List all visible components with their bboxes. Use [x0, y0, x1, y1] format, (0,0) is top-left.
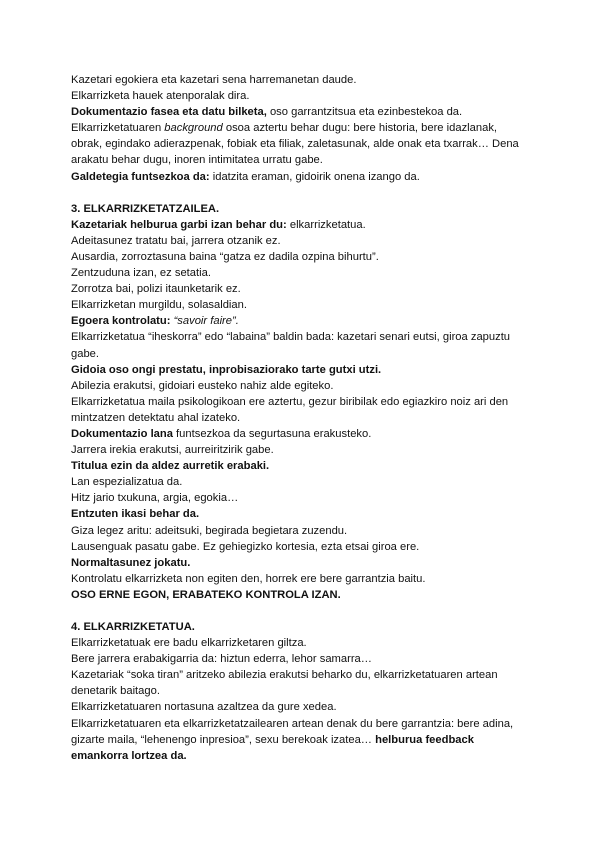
document-body: [71, 72, 531, 764]
questionnaire-paragraph: [71, 169, 531, 185]
background-prefix: Elkarrizketatuaren: [71, 122, 165, 135]
s4-line-5-bold: helburua feedback emankorra lortzea da.: [71, 733, 474, 762]
s4-line-3: Kazetariak “soka tiran” aritzeko abilezia erakutsi beharko du, elkarrizketatuaren artean denetarik baitago.: [71, 669, 498, 698]
documentation-work-bold: Dokumentazio lana: [71, 427, 173, 440]
section-4-heading: 4. ELKARRIZKETATUA.: [71, 621, 195, 633]
s3-line-10: Lan espezializatua da.: [71, 476, 183, 489]
closing-bold: OSO ERNE EGON, ERABATEKO KONTROLA IZAN.: [71, 588, 341, 601]
spacer: [71, 185, 531, 201]
s4-line-5: [71, 716, 531, 764]
title-bold: Titulua ezin da aldez aurretik erabaki.: [71, 460, 270, 473]
goal-bold: Kazetariak helburua garbi izan behar du:: [71, 218, 287, 231]
questionnaire-bold: Galdetegia funtsezkoa da:: [71, 170, 210, 183]
s3-line-5: Elkarrizketan murgildu, solasaldian.: [71, 299, 247, 312]
s3-line-2: Ausardia, zorroztasuna baina “gatza ez dadila ozpina bihurtu”.: [71, 250, 379, 263]
control-italic: “savoir faire”.: [173, 315, 239, 328]
normal-bold: Normaltasunez jokatu.: [71, 556, 191, 569]
intro-line-2: Elkarrizketa hauek atenporalak dira.: [71, 90, 250, 103]
s3-line-14: Kontrolatu elkarrizketa non egiten den, horrek ere bere garrantzia baitu.: [71, 572, 426, 585]
s4-line-2: Bere jarrera erabakigarria da: hiztun ederra, lehor samarra…: [71, 653, 372, 666]
goal-paragraph: [71, 217, 531, 233]
s3-line-11: Hitz jario txukuna, argia, egokia…: [71, 492, 239, 505]
background-paragraph: [71, 120, 531, 168]
documentation-bold: Dokumentazio fasea eta datu bilketa,: [71, 106, 267, 119]
documentation-work-paragraph: [71, 426, 531, 442]
s3-line-9: Jarrera irekia erakutsi, aurreiritzirik gabe.: [71, 444, 274, 457]
background-text: osoa aztertu behar dugu: bere historia, bere idazlanak, obrak, egindako adierazpenak, fobiak eta filiak, zaletasunak, alde onak eta txarrak… Dena arakatu behar dugu, inoren intimitatea urratu gabe.: [71, 122, 519, 167]
documentation-text: oso garrantzitsua eta ezinbestekoa da.: [266, 106, 463, 119]
s3-line-6: Elkarrizketatua “iheskorra” edo “labaina” baldin bada: kazetari senari eutsi, giroa zapuztu gabe.: [71, 331, 511, 360]
intro-line-1: Kazetari egokiera eta kazetari sena harremanetan daude.: [71, 74, 357, 86]
questionnaire-text: idatzita eraman, gidoirik onena izango da.: [209, 170, 420, 183]
spacer: [71, 603, 531, 619]
documentation-work-text: funtsezkoa da segurtasuna erakusteko.: [172, 427, 372, 440]
goal-text: elkarrizketatua.: [286, 218, 366, 231]
s3-line-3: Zentzuduna izan, ez setatia.: [71, 267, 211, 280]
s4-line-4: Elkarrizketatuaren nortasuna azaltzea da gure xedea.: [71, 701, 337, 714]
s3-line-4: Zorrotza bai, polizi itaunketarik ez.: [71, 283, 241, 296]
background-italic: background: [164, 122, 223, 135]
s3-line-8: Elkarrizketatua maila psikologikoan ere aztertu, gezur biribilak edo egiazkiro noiz ari den mintzatzen detektatu ahal izateko.: [71, 395, 509, 424]
s4-line-1: Elkarrizketatuak ere badu elkarrizketaren giltza.: [71, 637, 307, 650]
preparation-bold: Gidoia oso ongi prestatu, inprobisaziorako tarte gutxi utzi.: [71, 363, 382, 376]
documentation-paragraph: [71, 104, 531, 120]
section-3-heading: 3. ELKARRIZKETATZAILEA.: [71, 202, 220, 215]
s3-line-13: Lausenguak pasatu gabe. Ez gehiegizko kortesia, ezta etsai giroa ere.: [71, 540, 420, 553]
s3-line-12: Giza legez aritu: adeitsuki, begirada begietara zuzendu.: [71, 524, 348, 537]
s4-line-5-text: Elkarrizketatuaren eta elkarrizketatzailearen artean denak du bere garrantzia: bere adina, gizarte maila, “lehenengo inpresioa”, sexu berekoak izatea…: [71, 717, 514, 746]
s3-line-7: Abilezia erakutsi, gidoiari eusteko nahiz alde egiteko.: [71, 379, 334, 392]
control-bold: Egoera kontrolatu:: [71, 315, 171, 328]
s3-line-1: Adeitasunez tratatu bai, jarrera otzanik ez.: [71, 234, 281, 247]
control-paragraph: [71, 313, 531, 329]
listen-bold: Entzuten ikasi behar da.: [71, 508, 200, 521]
